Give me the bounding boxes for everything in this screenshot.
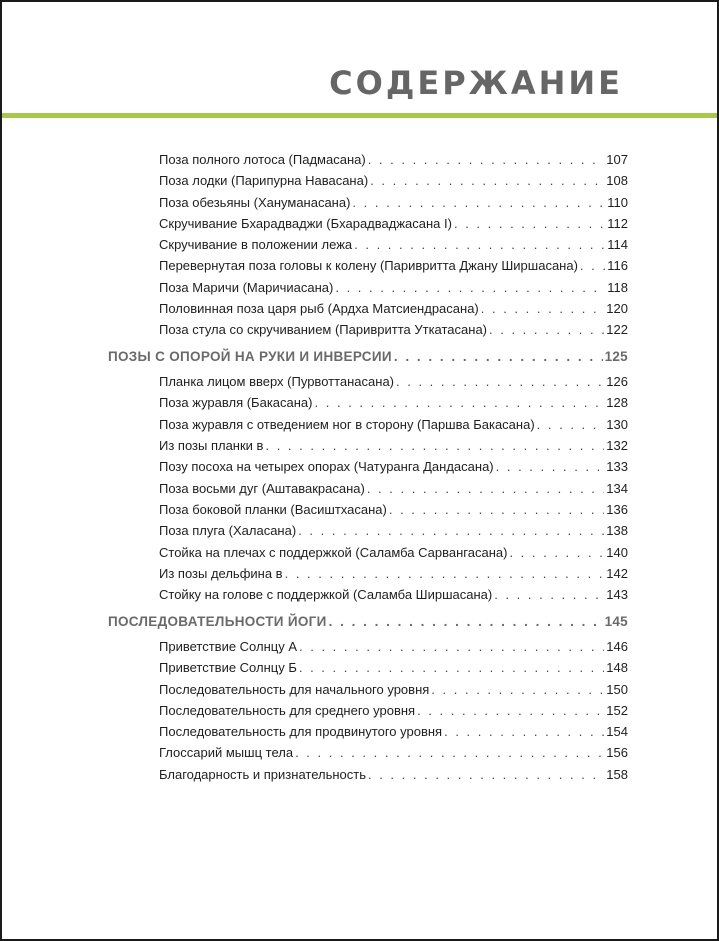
toc-entry-label: Перевернутая поза головы к колену (Паривритта Джану Ширшасана): [159, 258, 578, 274]
toc-page-number: 120: [606, 301, 628, 317]
toc-entry-label: Поза полного лотоса (Падмасана): [159, 152, 366, 167]
toc-entry-label: Половинная поза царя рыб (Ардха Матсиендрасана): [159, 301, 479, 317]
toc-dot-leader: [417, 700, 604, 721]
toc-dot-leader: [454, 213, 605, 234]
toc-page-number: 148: [606, 660, 628, 676]
toc-entry[interactable]: [108, 478, 628, 499]
toc-entry-label: Приветствие Солнцу Б: [159, 660, 297, 676]
toc-entry-label: Глоссарий мышц тела: [159, 745, 294, 761]
toc-entry[interactable]: [108, 679, 628, 700]
toc-page-number: 156: [606, 745, 628, 761]
toc-dot-leader: [370, 170, 604, 191]
toc-entry-label: Поза журавля (Бакасана): [159, 395, 313, 411]
toc-entry[interactable]: [108, 657, 628, 678]
toc-page-number: 125: [604, 349, 628, 365]
toc-entry-label: Поза боковой планки (Васиштхасана): [159, 501, 387, 517]
toc-entry-label: Поза восьми дуг (Аштавакрасана): [159, 480, 365, 496]
toc-entry[interactable]: [108, 542, 628, 563]
toc-entry[interactable]: [108, 636, 628, 657]
toc-entry[interactable]: [108, 456, 628, 477]
toc-section-label: ПОЗЫ С ОПОРОЙ НА РУКИ И ИНВЕРСИИ: [108, 349, 392, 365]
toc-page-number: 145: [604, 613, 628, 629]
toc-page-number: 134: [606, 480, 628, 496]
toc-page-number: 116: [607, 258, 628, 274]
toc-page-number: 126: [606, 374, 628, 390]
toc-page-number: 132: [606, 438, 628, 454]
toc-dot-leader: [396, 371, 604, 392]
toc-entry[interactable]: [108, 520, 628, 541]
toc-dot-leader: [537, 414, 605, 435]
toc-entry[interactable]: [108, 213, 628, 234]
toc-page-number: 152: [606, 702, 628, 718]
toc-dot-leader: [299, 636, 604, 657]
toc-entry-label: Последовательность для начального уровня: [159, 681, 430, 697]
toc-entry[interactable]: [108, 371, 628, 392]
toc-dot-leader: [444, 721, 604, 742]
toc-entry-label: Планка лицом вверх (Пурвоттанасана): [159, 374, 395, 390]
toc-entry[interactable]: [108, 149, 628, 170]
toc-dot-leader: [481, 298, 605, 319]
toc-dot-leader: [329, 611, 603, 633]
toc-dot-leader: [394, 346, 603, 368]
toc-page-number: 158: [606, 766, 628, 782]
toc-entry-label: Позу посоха на четырех опорах (Чатуранга Дандасана): [159, 459, 494, 475]
toc-entry[interactable]: [108, 255, 628, 276]
toc-dot-leader: [509, 542, 604, 563]
toc-entry-label: Благодарность и признательность: [159, 766, 366, 782]
page-title: СОДЕРЖАНИЕ: [329, 64, 623, 102]
toc-entry-label: Стойку на голове с поддержкой (Саламба Ширшасана): [159, 587, 493, 603]
toc-entry[interactable]: [108, 319, 628, 340]
toc-page-number: 142: [606, 565, 628, 581]
toc-entry[interactable]: [108, 192, 628, 213]
toc-dot-leader: [335, 277, 605, 298]
toc-section-heading[interactable]: [108, 611, 628, 633]
toc-entry[interactable]: [108, 563, 628, 584]
toc-page-number: 136: [606, 501, 628, 517]
toc-entry[interactable]: [108, 499, 628, 520]
toc-page-number: 110: [607, 194, 628, 210]
toc-page-number: 114: [607, 237, 628, 253]
toc-dot-leader: [580, 255, 605, 276]
toc-page-number: 130: [606, 416, 628, 432]
toc-section-label: ПОСЛЕДОВАТЕЛЬНОСТИ ЙОГИ: [108, 613, 327, 629]
toc-page-number: 140: [606, 544, 628, 560]
toc-page-number: 133: [606, 459, 628, 475]
toc-entry[interactable]: [108, 414, 628, 435]
toc-entry[interactable]: [108, 170, 628, 191]
toc-entry-label: Скручивание в положении лежа: [159, 237, 353, 253]
toc-dot-leader: [354, 234, 605, 255]
toc-entry[interactable]: [108, 742, 628, 763]
toc-entry-label: Скручивание Бхарадваджи (Бхарадваджасана I): [159, 215, 452, 231]
toc-entry-label: Поза плуга (Халасана): [159, 523, 297, 539]
toc-page-number: 138: [606, 523, 628, 539]
toc-entry-label: Поза журавля с отведением ног в сторону (Паршва Бакасана): [159, 416, 535, 432]
toc-entry[interactable]: [108, 392, 628, 413]
toc-entry[interactable]: [108, 277, 628, 298]
toc-dot-leader: [299, 657, 604, 678]
toc-dot-leader: [315, 392, 605, 413]
toc-entry[interactable]: [108, 764, 628, 785]
toc-entry-label: Последовательность для продвинутого уровня: [159, 724, 443, 740]
toc-entry[interactable]: [108, 435, 628, 456]
toc-dot-leader: [352, 192, 605, 213]
toc-dot-leader: [368, 149, 605, 170]
toc-page-number: 154: [606, 724, 628, 740]
toc-dot-leader: [298, 520, 604, 541]
toc-entry[interactable]: [108, 721, 628, 742]
toc-dot-leader: [489, 319, 604, 340]
toc-page-number: 128: [606, 395, 628, 411]
toc-entry-label: Приветствие Солнцу А: [159, 638, 297, 654]
toc-dot-leader: [496, 456, 605, 477]
toc-entry-label: Последовательность для среднего уровня: [159, 702, 416, 718]
toc-entry-label: Поза Маричи (Маричиасана): [159, 279, 334, 295]
toc-entry-label: Поза обезьяны (Хануманасана): [159, 194, 351, 210]
title-divider-rule: [2, 113, 717, 118]
toc-dot-leader: [295, 742, 604, 763]
toc-dot-leader: [368, 764, 604, 785]
toc-entry-label: Из позы дельфина в: [159, 565, 283, 581]
toc-entry-label: Стойка на плечах с поддержкой (Саламба Сарвангасана): [159, 544, 508, 560]
toc-entry-label: Из позы планки в: [159, 438, 264, 454]
toc-page-number: 118: [607, 279, 628, 295]
toc-dot-leader: [265, 435, 604, 456]
toc-dot-leader: [367, 478, 604, 499]
toc-page-number: 150: [606, 681, 628, 697]
toc-entry[interactable]: [108, 234, 628, 255]
toc-page-number: 112: [607, 215, 628, 231]
toc-dot-leader: [285, 563, 605, 584]
toc-page-number: 108: [606, 173, 628, 189]
toc-page-number: 122: [606, 322, 628, 338]
toc-entry[interactable]: [108, 700, 628, 721]
toc-entry[interactable]: [108, 298, 628, 319]
toc-page-number: 143: [606, 587, 628, 603]
toc-dot-leader: [389, 499, 604, 520]
table-of-contents: [108, 149, 628, 785]
toc-dot-leader: [431, 679, 604, 700]
toc-entry[interactable]: [108, 584, 628, 605]
toc-entry-label: Поза стула со скручиванием (Паривритта Уткатасана): [159, 322, 488, 338]
toc-entry-label: Поза лодки (Парипурна Навасана): [159, 173, 369, 189]
toc-section-heading[interactable]: [108, 346, 628, 368]
toc-page-number: 107: [606, 152, 628, 167]
toc-page-number: 146: [606, 638, 628, 654]
toc-dot-leader: [494, 584, 604, 605]
